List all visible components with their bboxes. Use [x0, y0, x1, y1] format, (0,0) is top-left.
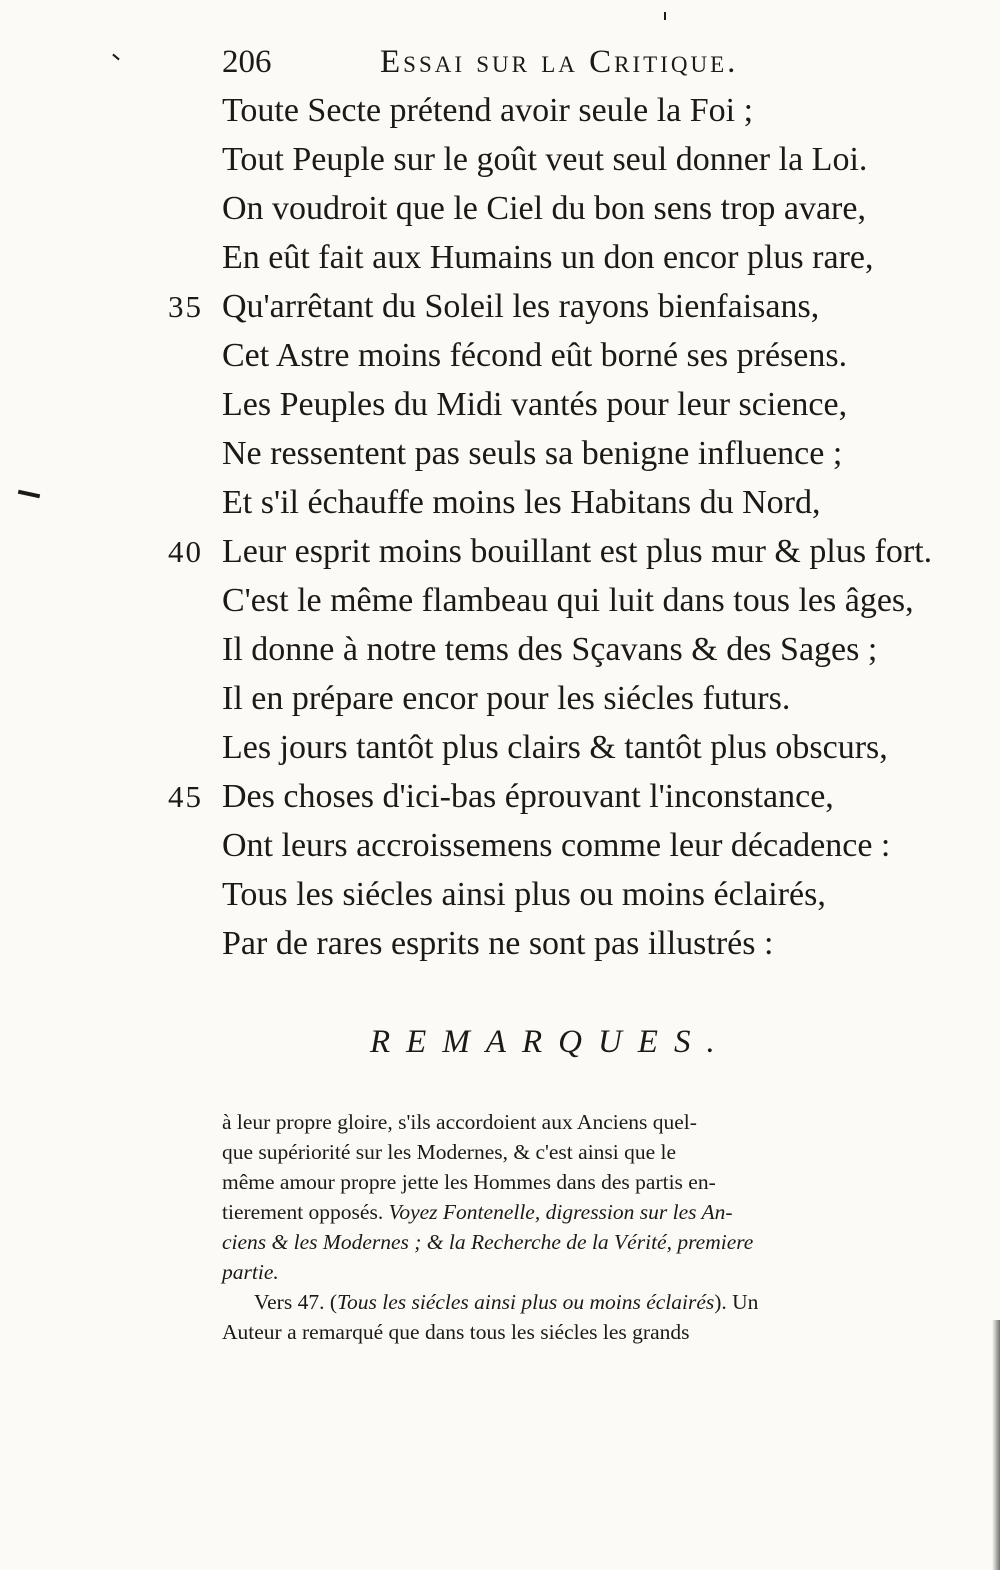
verse-line	[0, 86, 1000, 135]
remarques-heading: REMARQUES.	[370, 1024, 731, 1060]
verse-line	[0, 674, 1000, 723]
note-line	[222, 1197, 940, 1227]
note-plain-text: ). Un	[714, 1290, 759, 1314]
verse-text: Et s'il échauffe moins les Habitans du Nord,	[222, 484, 821, 521]
line-number: 35	[168, 289, 203, 324]
note-line	[222, 1257, 940, 1287]
verse-text: Les Peuples du Midi vantés pour leur science,	[222, 386, 848, 423]
verse-line	[0, 135, 1000, 184]
verse-text: Tous les siécles ainsi plus ou moins éclairés,	[222, 876, 826, 913]
note-text	[222, 1197, 733, 1227]
verse-line	[0, 772, 1000, 821]
note-text: Auteur a remarqué que dans tous les siécles les grands	[222, 1320, 690, 1344]
margin-ink-mark	[112, 54, 119, 61]
note-italic-quote: Tous les siécles ainsi plus ou moins éclairés	[337, 1290, 715, 1314]
verse-text: Il en prépare encor pour les siécles futurs.	[222, 680, 791, 717]
verse-line	[0, 380, 1000, 429]
verse-text: Cet Astre moins fécond eût borné ses présens.	[222, 337, 848, 374]
verse-text: On voudroit que le Ciel du bon sens trop avare,	[222, 190, 866, 227]
margin-ink-mark	[664, 12, 666, 20]
verse-line	[0, 478, 1000, 527]
page-edge-shadow	[992, 1320, 1000, 1570]
note-line	[222, 1317, 940, 1347]
page-number: 206	[222, 44, 272, 80]
note-italic-reference: ciens & les Modernes ; & la Recherche de la Vérité, premiere	[222, 1230, 754, 1254]
line-number: 40	[168, 534, 203, 569]
verse-text: En eût fait aux Humains un don encor plus rare,	[222, 239, 874, 276]
verse-line	[0, 429, 1000, 478]
note-line	[222, 1137, 940, 1167]
note-line	[222, 1287, 940, 1317]
verse-line	[0, 625, 1000, 674]
verse-text: Par de rares esprits ne sont pas illustrés :	[222, 925, 774, 962]
verse-line	[0, 576, 1000, 625]
verse-text: Les jours tantôt plus clairs & tantôt plus obscurs,	[222, 729, 888, 766]
verse-line	[0, 184, 1000, 233]
verse-line	[0, 919, 1000, 968]
note-line	[222, 1167, 940, 1197]
verse-line	[0, 233, 1000, 282]
verse-text: Ont leurs accroissemens comme leur décadence :	[222, 827, 891, 864]
running-title: Essai sur la Critique.	[380, 44, 739, 80]
note-plain-text: tierement opposés.	[222, 1200, 384, 1224]
note-text: même amour propre jette les Hommes dans des partis en-	[222, 1170, 716, 1194]
note-text: à leur propre gloire, s'ils accordoient aux Anciens quel-	[222, 1110, 697, 1134]
verse-line	[0, 723, 1000, 772]
verse-block	[0, 86, 1000, 968]
line-number: 45	[168, 779, 203, 814]
verse-text: Ne ressentent pas seuls sa benigne influence ;	[222, 435, 843, 472]
note-italic-reference: Voyez Fontenelle, digression sur les An-	[388, 1200, 733, 1224]
note-line	[222, 1107, 940, 1137]
verse-text: Toute Secte prétend avoir seule la Foi ;	[222, 92, 754, 129]
note-plain-text: Vers 47. (	[254, 1290, 337, 1314]
verse-text: Il donne à notre tems des Sçavans & des Sages ;	[222, 631, 878, 668]
note-text: que supériorité sur les Modernes, & c'est ainsi que le	[222, 1140, 677, 1164]
verse-text: Qu'arrêtant du Soleil les rayons bienfaisans,	[222, 288, 820, 325]
note-line	[222, 1227, 940, 1257]
page-header	[222, 42, 872, 86]
verse-line	[0, 282, 1000, 331]
note-italic-reference: partie.	[222, 1260, 279, 1284]
verse-line	[0, 870, 1000, 919]
notes-block	[222, 1107, 940, 1347]
verse-text: Tout Peuple sur le goût veut seul donner la Loi.	[222, 141, 868, 178]
verse-text: Des choses d'ici-bas éprouvant l'inconstance,	[222, 778, 834, 815]
verse-line	[0, 331, 1000, 380]
verse-text: Leur esprit moins bouillant est plus mur & plus fort.	[222, 533, 933, 570]
note-text	[254, 1287, 758, 1317]
verse-text: C'est le même flambeau qui luit dans tous les âges,	[222, 582, 914, 619]
verse-line	[0, 527, 1000, 576]
verse-line	[0, 821, 1000, 870]
